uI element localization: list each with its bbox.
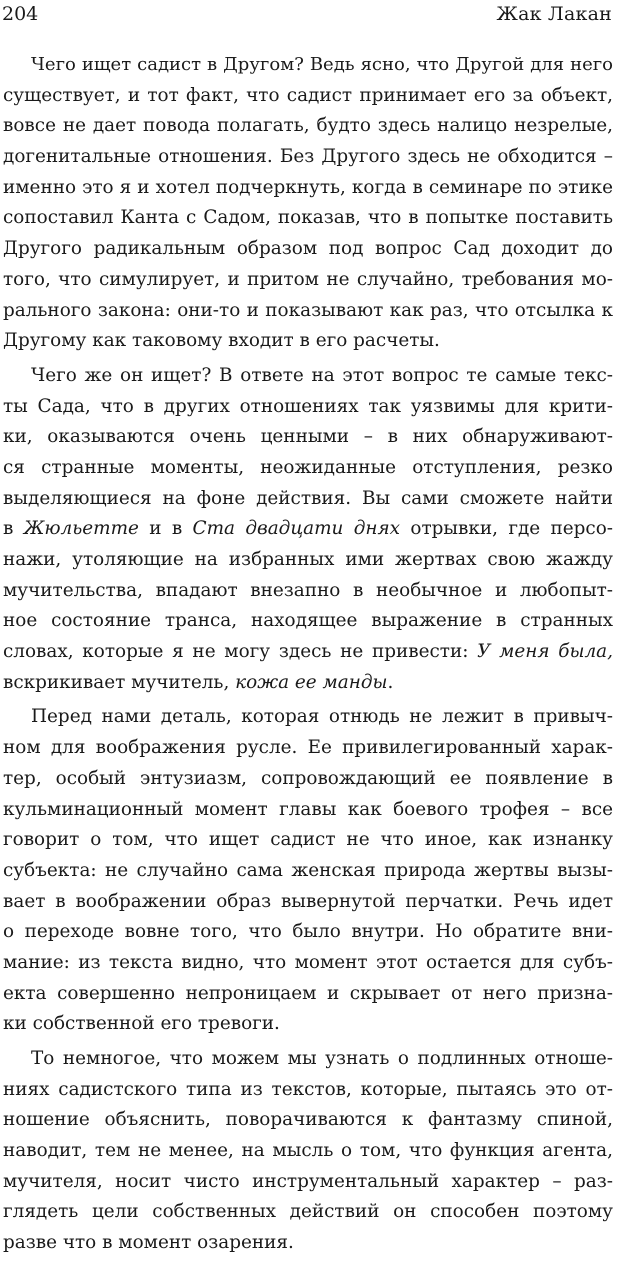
text-line: разве что в момент озарения. — [3, 1232, 294, 1254]
text-line: екта совершенно непроницаем и скрывает от него призна- — [3, 982, 613, 1004]
text-line: того, что симулирует, и притом не случайно, требования мо- — [3, 268, 613, 290]
text-line: вает в воображении образ вывернутой перчатки. Речь идет — [3, 890, 613, 912]
text-line: ты Сада, что в других отношениях так уязвимы для крити- — [3, 395, 613, 417]
text-line: Чего же он ищет? В ответе на этот вопрос те самые текс- — [31, 364, 613, 386]
text-line: ношение объяснить, поворачиваются к фантазму спиной, — [3, 1109, 613, 1131]
page-header — [0, 2, 612, 28]
page-number: 204 — [2, 3, 39, 25]
text-line: именно это я и хотел подчеркнуть, когда в семинаре по этике — [3, 176, 613, 198]
text-line: Перед нами деталь, которая отнюдь не лежит в привыч- — [31, 706, 613, 728]
text-line: ное состояние транса, находящее выражение в странных — [3, 610, 613, 632]
text-line: нажи, утоляющие на избранных ими жертвах свою жажду — [3, 549, 613, 570]
text-line: Другому как таковому входит в его расчеты. — [3, 330, 440, 352]
text-line: говорит о том, что ищет садист не что иное, как изнанку — [3, 829, 613, 851]
text-line: То немногое, что можем мы узнать о подлинных отноше- — [31, 1048, 613, 1069]
text-line: ки собственной его тревоги. — [3, 1013, 280, 1035]
text-line: вовсе не дает повода полагать, будто здесь налицо незрелые, — [3, 115, 613, 137]
text-line-with-quote: вскрикивает мучитель, кожа ее манды. — [3, 671, 394, 693]
text-line: выделяющиеся на фоне действия. Вы сами сможете найти — [3, 487, 613, 509]
text-line: мучительства, впадают внезапно в необычное и любопыт- — [3, 579, 613, 601]
body-text — [3, 50, 613, 1263]
text-line: ном для воображения русле. Ее привилегированный харак- — [3, 737, 613, 759]
paragraph — [3, 361, 613, 699]
text-line: глядеть цели собственных действий он способен поэтому — [3, 1201, 613, 1223]
text-line-with-titles: в Жюльетте и в Ста двадцати днях отрывки, где персо- — [3, 518, 613, 540]
text-line: мание: из текста видно, что момент этот остается для субъ- — [3, 951, 613, 973]
text-line: рального закона: они-то и показывают как раз, что отсылка к — [3, 299, 613, 321]
text-line-with-quote: словах, которые я не могу здесь не привести: У меня была, — [3, 641, 613, 663]
text-line: сопоставил Канта с Садом, показав, что в попытке поставить — [3, 207, 613, 229]
paragraph — [3, 1044, 613, 1259]
running-head: Жак Лакан — [496, 3, 612, 25]
text-line: субъекта: не случайно сама женская природа жертвы вызы- — [3, 859, 613, 881]
text-line: наводит, тем не менее, на мысль о том, что функция агента, — [3, 1140, 613, 1162]
text-line: о переходе вовне того, что было внутри. Но обратите вни- — [3, 921, 613, 943]
text-line: догенитальные отношения. Без Другого здесь не обходится – — [3, 146, 613, 168]
text-line: существует, и тот факт, что садист принимает его за объект, — [3, 84, 613, 106]
text-line: ся странные моменты, неожиданные отступления, резко — [3, 456, 613, 478]
text-line: Другого радикальным образом под вопрос Сад доходит до — [3, 238, 613, 260]
text-line: кульминационный момент главы как боевого трофея – все — [3, 798, 613, 820]
paragraph — [3, 702, 613, 1040]
paragraph — [3, 50, 613, 357]
text-line: Чего ищет садист в Другом? Ведь ясно, что Другой для него — [31, 54, 613, 75]
text-line: ниях садистского типа из текстов, которые, пытаясь это от- — [3, 1078, 613, 1100]
text-line: тер, особый энтузиазм, сопровождающий ее появление в — [3, 767, 613, 789]
text-line: мучителя, носит чисто инструментальный характер – раз- — [3, 1170, 613, 1192]
text-line: ки, оказываются очень ценными – в них обнаруживают- — [3, 426, 613, 448]
